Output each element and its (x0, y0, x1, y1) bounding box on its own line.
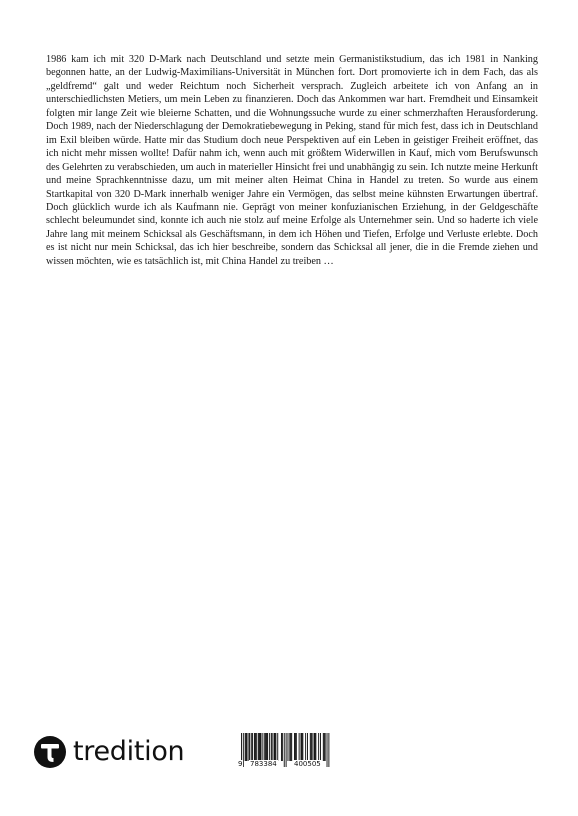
barcode-bar (325, 733, 326, 761)
barcode-right-group: 400505 (294, 760, 321, 768)
barcode-bar (299, 733, 300, 761)
barcode-bar (247, 733, 248, 761)
barcode-bar (249, 733, 250, 761)
barcode-bar (262, 733, 263, 761)
barcode-bar (271, 733, 272, 761)
barcode-bar (290, 733, 291, 761)
barcode-lead-digit: 9 (238, 760, 243, 768)
barcode-bar (274, 733, 275, 761)
barcode-bar (305, 733, 306, 761)
barcode-bar (272, 733, 273, 761)
publisher-logo (34, 736, 184, 768)
barcode-digits (235, 760, 335, 772)
barcode-bar (266, 733, 267, 761)
tredition-logo-icon (34, 736, 66, 768)
barcode-bar (294, 733, 295, 761)
barcode-left-group: 783384 (250, 760, 277, 768)
isbn-barcode (235, 731, 335, 773)
barcode-bar (260, 733, 261, 761)
barcode-bar (265, 733, 266, 761)
barcode-bar (323, 733, 324, 761)
barcode-bar (255, 733, 256, 761)
barcode-bar (296, 733, 297, 761)
barcode-bar (312, 733, 313, 761)
barcode-bar (310, 733, 311, 761)
barcode-bar (245, 733, 246, 761)
barcode-bar (252, 733, 253, 761)
barcode-bar (295, 733, 296, 761)
barcode-bar (311, 733, 312, 761)
barcode-bar (289, 733, 290, 761)
barcode-bar (314, 733, 315, 761)
barcode-bar (315, 733, 316, 761)
barcode-bar (248, 733, 249, 761)
barcode-bar (281, 733, 282, 761)
barcode-bar (320, 733, 321, 761)
barcode-bar (254, 733, 255, 761)
barcode-bar (318, 733, 319, 761)
barcode-bar (277, 733, 278, 761)
barcode-bar (259, 733, 260, 761)
barcode-bar (275, 733, 276, 761)
barcode-bar (274, 733, 275, 761)
barcode-bar (256, 733, 257, 761)
barcode-bar (324, 733, 325, 761)
barcode-bar (301, 733, 302, 761)
barcode-bar (261, 733, 262, 761)
barcode-bar (246, 733, 247, 761)
barcode-bar (264, 733, 265, 761)
barcode-bar (258, 733, 259, 761)
back-cover-blurb: 1986 kam ich mit 320 D-Mark nach Deutschland und setzte mein Germanistikstudium, das ich 1981 in Nanking begonnen hatte, an der Ludwig-Maximilians-Universität in München fort. Dort promovierte ich in dem Fach, das als „geldfremd“ galt und weder Reichtum noch Sicherheit versprach. Zugleich arbeitete ich von Anfang an in unterschiedlichsten Metiers, um mein Leben zu finanzieren. Doch das Ankommen war hart. Fremdheit und Einsamkeit folgten mir lange Zeit wie bleierne Schatten, und die Wohnungssuche wurde zu einer schmerzhaften Herausforderung. Doch 1989, nach der Niederschlagung der Demokratiebewegung in Peking, stand für mich fest, dass ich in Deutschland im Exil bleiben würde. Hatte mir das Studium doch neue Perspektiven auf ein Leben in geistiger Freiheit eröffnet, das ich nicht mehr missen wollte! Dafür nahm ich, wenn auch mit größtem Widerwillen in Kauf, mich vom Berufswunsch des Gelehrten zu verabschieden, um auch in materieller Hinsicht frei und unabhängig zu sein. Ich nutzte meine Herkunft und meine Sprachkenntnisse dazu, um mit meiner alten Heimat China in Handel zu treten. So wurde aus einem Startkapital von 320 D-Mark innerhalb weniger Jahre ein Vermögen, das selbst meine kühnsten Erwartungen übertraf. Doch glücklich wurde ich als Kaufmann nie. Geprägt von meiner konfuzianischen Erziehung, in der Geldgeschäfte schlecht beleumundet sind, konnte ich auch nie stolz auf meine Erfolge als Unternehmer sein. Und so haderte ich viele Jahre lang mit meinem Schicksal als Geschäftsmann, in dem ich Höhen und Tiefen, Erfolge und Verluste erlebte. Doch es ist nicht nur mein Schicksal, das ich hier beschreibe, sondern das Schicksal all jener, die in die Fremde ziehen und wissen möchten, wie es tatsächlich ist, mit China Handel zu treiben … (46, 54, 538, 267)
barcode-bar (302, 733, 303, 761)
barcode-bar (314, 733, 315, 761)
barcode-bar (267, 733, 268, 761)
barcode-bar (282, 733, 283, 761)
barcode-bar (291, 733, 292, 761)
barcode-bar (251, 733, 252, 761)
barcode-bar (269, 733, 270, 761)
publisher-name: tredition (73, 735, 185, 767)
barcode-bar (301, 733, 302, 761)
barcode-bar (288, 733, 289, 761)
barcode-bar (307, 733, 308, 761)
